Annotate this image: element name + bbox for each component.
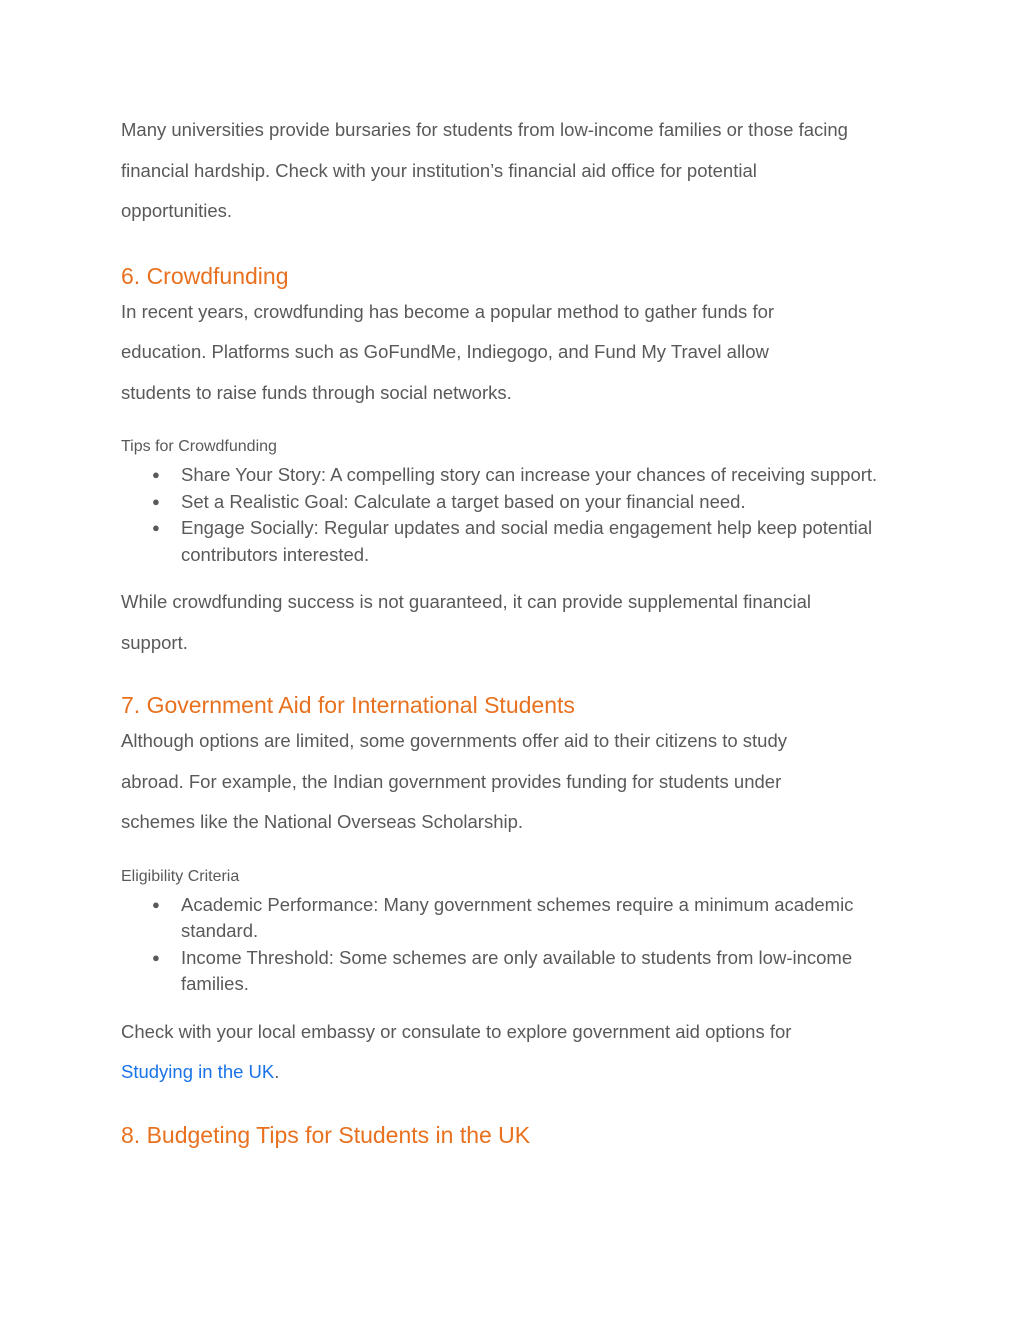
section-6-subheading: Tips for Crowdfunding [121, 438, 277, 455]
list-item: ● Engage Socially: Regular updates and social media engagement help keep potential contributors interested. [152, 517, 873, 565]
section-6-closing: While crowdfunding success is not guaranteed, it can provide supplemental financial support. [121, 591, 812, 653]
bullet-icon: ● [152, 896, 160, 912]
bullet-icon: ● [152, 467, 160, 482]
section-6-heading: 6. Crowdfunding [121, 262, 289, 289]
studying-in-uk-link[interactable]: Studying in the UK [121, 1061, 275, 1082]
document-page [121, 110, 881, 1150]
intro-paragraph: Many universities provide bursaries for students from low-income families or those facing financial hardship. Check with your institution’s financial aid office for potential opportunities. [121, 119, 848, 221]
section-6-body: In recent years, crowdfunding has become a popular method to gather funds for education. Platforms such as GoFundMe, Indiegogo, and Fund My Travel allow students to raise funds through social networks. [121, 300, 775, 403]
bullet-icon: ● [152, 949, 160, 965]
section-7-body: Although options are limited, some governments offer aid to their citizens to study abroad. For example, the Indian government provides funding for students under schemes like the National Overseas Scholarship. [121, 730, 788, 832]
list-item: ● Share Your Story: A compelling story can increase your chances of receiving support. [181, 462, 881, 489]
bullet-icon: ● [152, 493, 160, 509]
section-6-tips-list [121, 462, 881, 568]
list-item: ● Income Threshold: Some schemes are only available to students from low-income families. [152, 946, 853, 994]
list-item: ● Set a Realistic Goal: Calculate a target based on your financial need. [181, 489, 881, 516]
section-7-subheading: Eligibility Criteria [121, 867, 240, 885]
section-7-criteria-list [121, 892, 881, 998]
section-7-heading: 7. Government Aid for International Students [121, 692, 575, 718]
section-8-heading: 8. Budgeting Tips for Students in the UK [121, 1121, 531, 1148]
list-item: ● Academic Performance: Many government schemes require a minimum academic standard. [152, 893, 854, 941]
section-7-closing: Check with your local embassy or consulate to explore government aid options for Studying in the UK. [121, 1020, 792, 1082]
bullet-icon: ● [152, 520, 160, 535]
